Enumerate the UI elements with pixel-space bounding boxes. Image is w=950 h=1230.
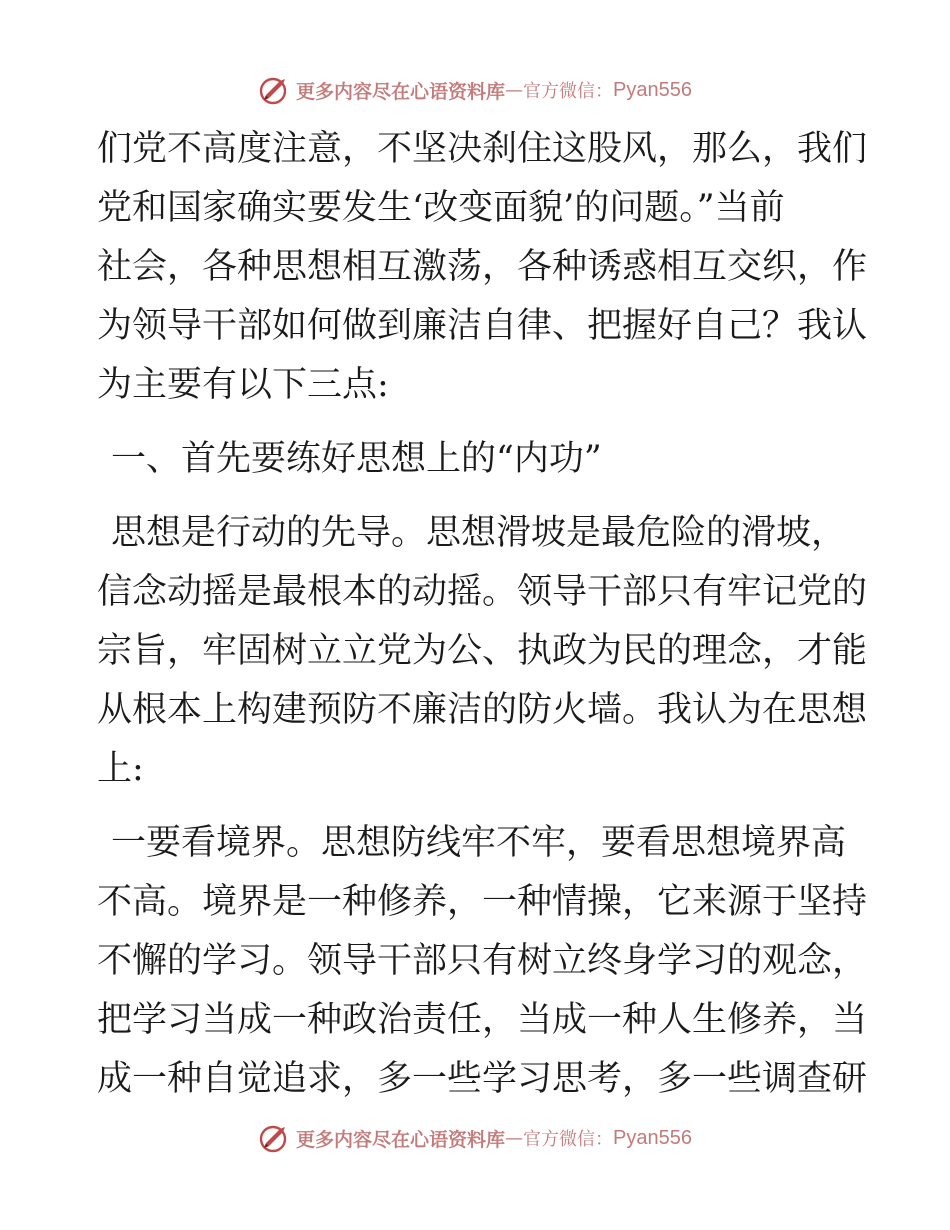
text-line: 为领导干部如何做到廉洁自律、把握好自己？我认: [97, 306, 868, 346]
text-line: 宗旨，牢固树立立党为公、执政为民的理念，才能: [97, 631, 868, 671]
text-line: 不高。境界是一种修养，一种情操，它来源于坚持: [97, 882, 868, 922]
text-line: 把学习当成一种政治责任，当成一种人生修养，当: [97, 1000, 868, 1040]
banner-wechat-id: Pyan556: [613, 1126, 692, 1149]
document-body: [97, 120, 868, 1109]
text-line: 信念动摇是最根本的动摇。领导干部只有牢记党的: [97, 572, 868, 612]
text-line: 思想是行动的先导。思想滑坡是最危险的滑坡，: [111, 513, 847, 553]
banner-title: 更多内容尽在心语资料库: [296, 80, 506, 103]
text-line: 党和国家确实要发生‘改变面貌’的问题。”当前: [97, 188, 785, 228]
banner-separator: —: [505, 79, 524, 101]
pen-logo-icon: [258, 73, 292, 107]
paragraph-thought: [97, 504, 868, 799]
paragraph-realm: [97, 814, 868, 1109]
header-banner: [0, 70, 950, 110]
heading-line: 一、首先要练好思想上的“内功”: [111, 439, 602, 479]
section-heading: [97, 430, 857, 489]
banner-separator: —: [505, 1127, 524, 1149]
text-line: 社会，各种思想相互激荡，各种诱惑相互交织，作: [97, 247, 868, 287]
banner-wechat-label: 官方微信：: [523, 1129, 614, 1150]
text-line: 从根本上构建预防不廉洁的防火墙。我认为在思想: [97, 690, 868, 730]
banner-wechat-label: 官方微信：: [523, 81, 614, 102]
banner-title: 更多内容尽在心语资料库: [296, 1128, 506, 1151]
pen-logo-icon: [258, 1121, 292, 1155]
text-line: 一要看境界。思想防线牢不牢，要看思想境界高: [111, 823, 847, 863]
paragraph-intro: [97, 120, 868, 415]
text-line: 不懈的学习。领导干部只有树立终身学习的观念，: [97, 941, 868, 981]
footer-banner: [0, 1118, 950, 1158]
text-line: 为主要有以下三点:: [97, 365, 389, 405]
text-line: 上:: [97, 749, 144, 789]
text-line: 成一种自觉追求，多一些学习思考，多一些调查研: [97, 1059, 868, 1099]
text-line: 们党不高度注意，不坚决刹住这股风，那么，我们: [97, 129, 868, 169]
banner-wechat-id: Pyan556: [613, 78, 692, 101]
